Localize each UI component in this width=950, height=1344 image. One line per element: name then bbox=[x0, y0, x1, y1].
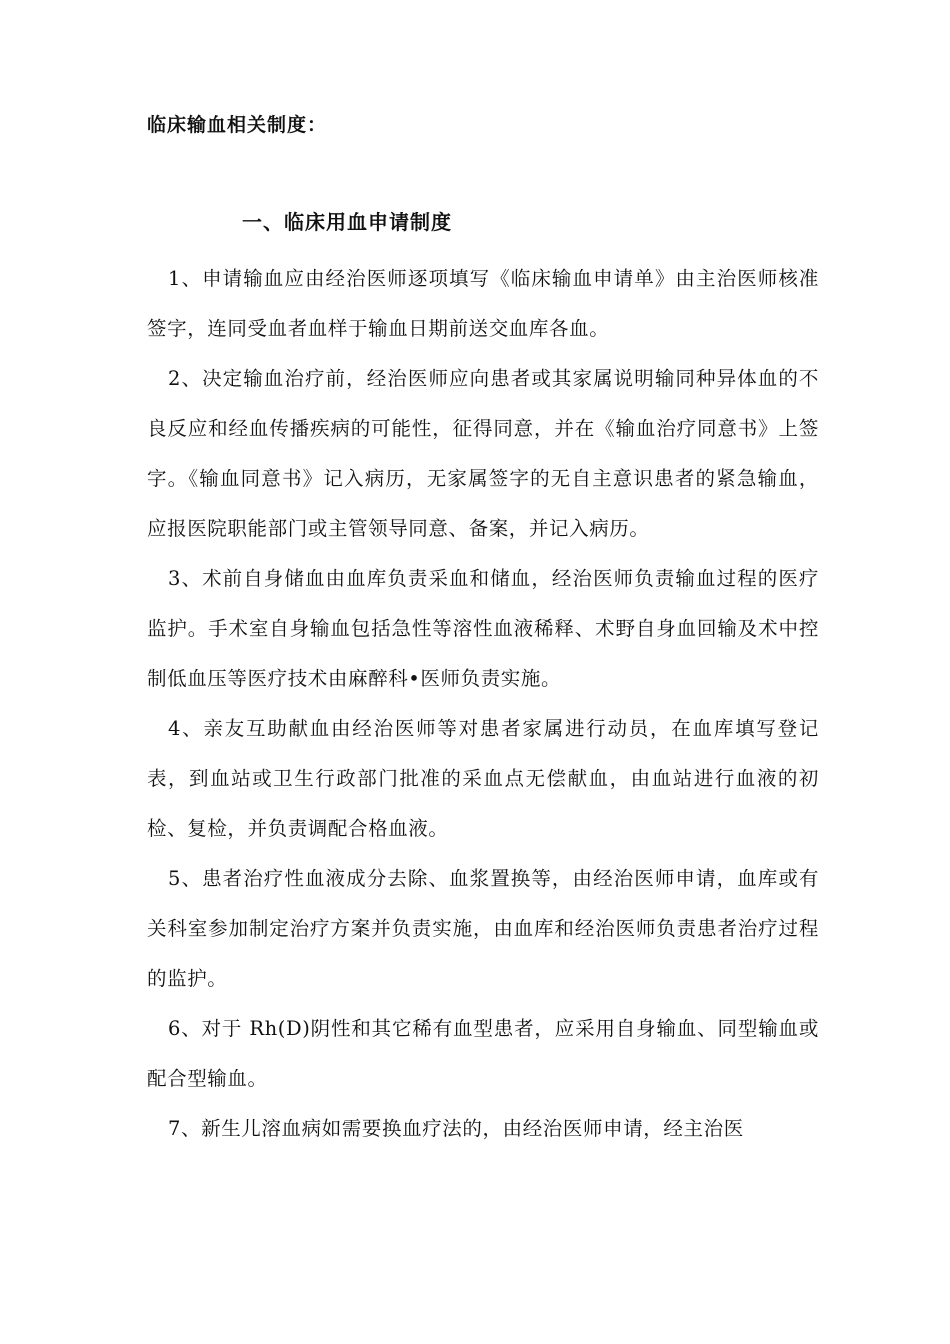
paragraph-3: 3、术前自身储血由血库负责采血和储血，经治医师负责输血过程的医疗监护。手术室自身输血包括急性等溶性血液稀释、术野自身血回输及术中控制低血压等医疗技术由麻醉科•医师负责实施。 bbox=[147, 567, 819, 690]
paragraph-6: 6、对于 Rh(D)阴性和其它稀有血型患者，应采用自身输血、同型输血或配合型输血。 bbox=[147, 1017, 819, 1090]
paragraph-2: 2、决定输血治疗前，经治医师应向患者或其家属说明输同种异体血的不良反应和经血传播疾病的可能性，征得同意，并在《输血治疗同意书》上签字。《输血同意书》记入病历，无家属签字的无自主意识患者的紧急输血，应报医院职能部门或主管领导同意、备案，并记入病历。 bbox=[147, 367, 819, 540]
paragraph-1: 1、申请输血应由经治医师逐项填写《临床输血申请单》由主治医师核准签字，连同受血者血样于输血日期前送交血库各血。 bbox=[147, 267, 819, 340]
document-title: 临床输血相关制度： bbox=[147, 114, 328, 136]
paragraph-5: 5、患者治疗性血液成分去除、血浆置换等，由经治医师申请，血库或有关科室参加制定治疗方案并负责实施，由血库和经治医师负责患者治疗过程的监护。 bbox=[147, 867, 819, 990]
paragraph-4: 4、亲友互助献血由经治医师等对患者家属进行动员，在血库填写登记表，到血站或卫生行政部门批准的采血点无偿献血，由血站进行血液的初检、复检，并负责调配合格血液。 bbox=[147, 717, 819, 840]
paragraph-7: 7、新生儿溶血病如需要换血疗法的，由经治医师申请，经主治医 bbox=[168, 1117, 744, 1140]
document-body bbox=[147, 254, 819, 1154]
section-heading: 一、临床用血申请制度 bbox=[242, 210, 452, 234]
